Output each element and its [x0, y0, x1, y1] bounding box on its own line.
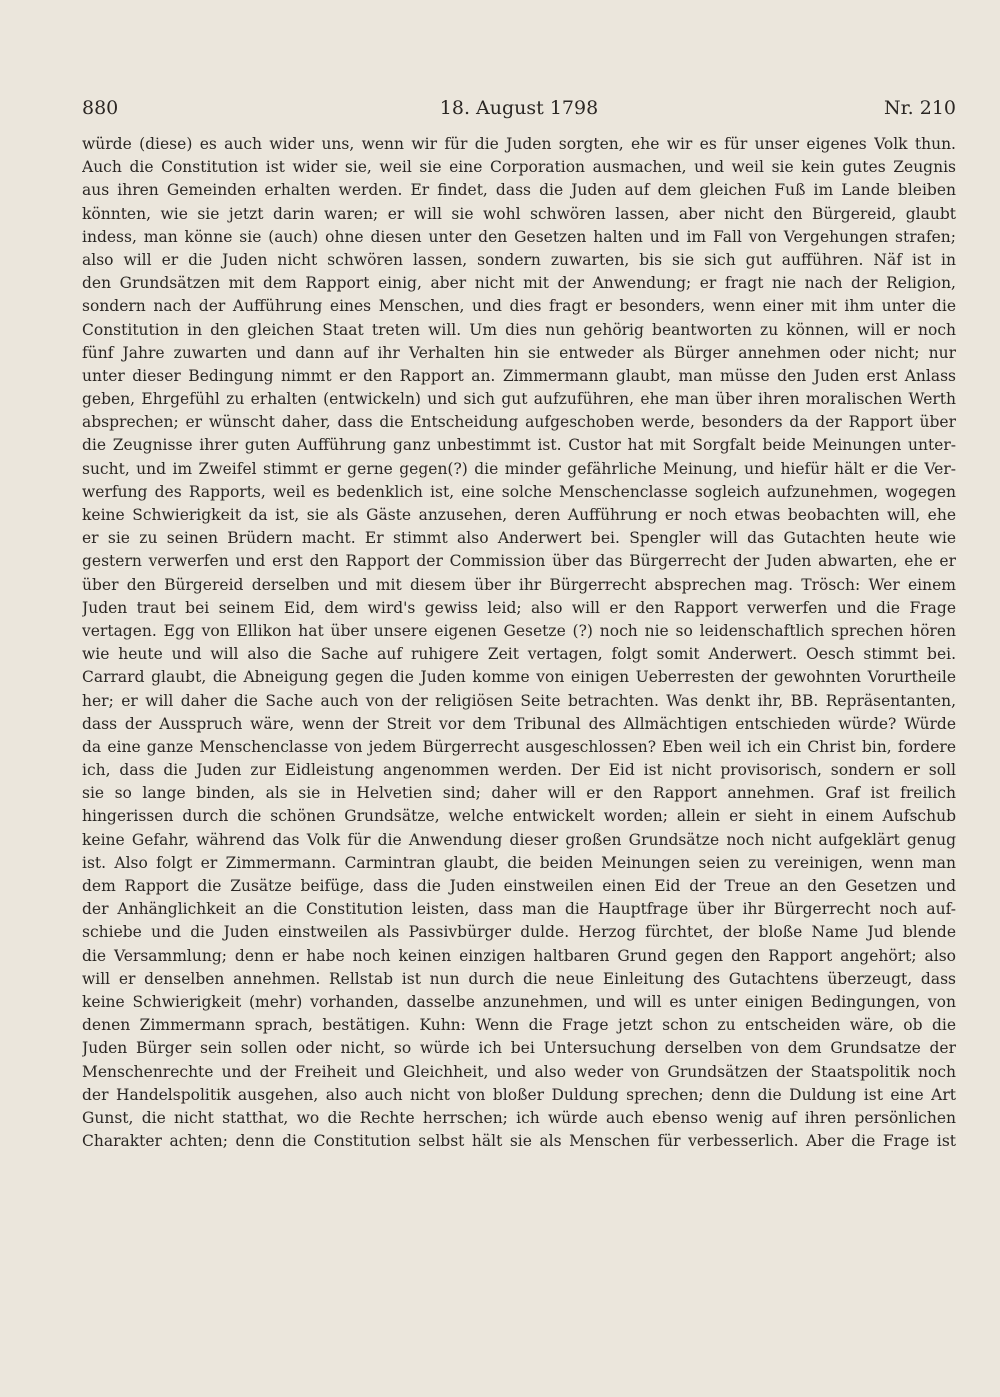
text-line: werfung des Rapports, weil es bedenklich ist, eine solche Menschenclasse sogleich aufzunehmen, wogegen — [82, 482, 956, 501]
text-line: her; er will daher die Sache auch von der religiösen Seite betrachten. Was denkt ihr, BB. Repräsentanten, — [82, 691, 956, 710]
text-line: gestern verwerfen und erst den Rapport der Commission über das Bürgerrecht der Juden abwarten, ehe er — [82, 552, 956, 571]
text-line: absprechen; er wünscht daher, dass die Entscheidung aufgeschoben werde, besonders da der Rapport über — [82, 413, 956, 432]
body-text — [82, 133, 956, 1153]
text-line: Charakter achten; denn die Constitution selbst hält sie als Menschen für verbesserlich. Aber die Frage ist — [82, 1132, 956, 1151]
text-line: Carrard glaubt, die Abneigung gegen die Juden komme von einigen Ueberresten der gewohnten Vorurtheile — [82, 668, 956, 687]
text-line: er sie zu seinen Brüdern macht. Er stimmt also Anderwert bei. Spengler will das Gutachten heute wie — [82, 529, 956, 548]
text-line: Gunst, die nicht statthat, wo die Rechte herrschen; ich würde auch ebenso wenig auf ihren persönlichen — [82, 1108, 956, 1127]
text-line: also will er die Juden nicht schwören lassen, sondern zuwarten, bis sie sich gut aufführen. Näf ist in — [82, 250, 956, 269]
text-line: die Zeugnisse ihrer guten Aufführung ganz unbestimmt ist. Custor hat mit Sorgfalt beide Meinungen unter- — [82, 436, 956, 455]
running-header — [82, 96, 956, 120]
text-line: der Handelspolitik ausgehen, also auch nicht von bloßer Duldung sprechen; denn die Duldung ist eine Art — [82, 1085, 956, 1104]
text-line: dass der Ausspruch wäre, wenn der Streit vor dem Tribunal des Allmächtigen entschieden würde? Würde — [82, 714, 956, 733]
text-line: den Grundsätzen mit dem Rapport einig, aber nicht mit der Anwendung; er fragt nie nach der Religion, — [82, 274, 956, 293]
text-line: die Versammlung; denn er habe noch keinen einzigen haltbaren Grund gegen den Rapport angehört; also — [82, 946, 956, 965]
text-line: Juden Bürger sein sollen oder nicht, so würde ich bei Untersuchung derselben von dem Grundsatze der — [82, 1039, 956, 1058]
text-line: keine Schwierigkeit da ist, sie als Gäste anzusehen, deren Aufführung er noch etwas beobachten will, ehe — [82, 506, 956, 524]
text-line: da eine ganze Menschenclasse von jedem Bürgerrecht ausgeschlossen? Eben weil ich ein Christ bin, fordere — [82, 737, 956, 756]
text-line: Auch die Constitution ist wider sie, weil sie eine Corporation ausmachen, und weil sie kein gutes Zeugnis — [82, 158, 956, 177]
text-line: ich, dass die Juden zur Eidleistung angenommen werden. Der Eid ist nicht provisorisch, sondern er soll — [82, 761, 956, 780]
text-line: hingerissen durch die schönen Grundsätze, welche entwickelt worden; allein er sieht in einem Aufschub — [82, 807, 956, 826]
text-line: über den Bürgereid derselben und mit diesem über ihr Bürgerrecht absprechen mag. Trösch: Wer einem — [82, 575, 956, 594]
text-line: schiebe und die Juden einstweilen als Passivbürger dulde. Herzog fürchtet, der bloße Name Jud blende — [82, 923, 956, 942]
text-line: fünf Jahre zuwarten und dann auf ihr Verhalten hin sie entweder als Bürger annehmen oder nicht; nur — [82, 343, 956, 362]
text-line: unter dieser Bedingung nimmt er den Rapport an. Zimmermann glaubt, man müsse den Juden erst Anlass — [82, 366, 956, 385]
text-line: könnten, wie sie jetzt darin waren; er will sie wohl schwören lassen, aber nicht den Bürgereid, glaubt — [82, 204, 956, 223]
text-line: sucht, und im Zweifel stimmt er gerne gegen(?) die minder gefährliche Meinung, und hiefür hält er die Ver- — [82, 459, 956, 478]
issue-number: Nr. 210 — [884, 97, 956, 119]
text-line: keine Schwierigkeit (mehr) vorhanden, dasselbe anzunehmen, und will es unter einigen Bedingungen, von — [82, 992, 956, 1011]
text-line: indess, man könne sie (auch) ohne diesen unter den Gesetzen halten und im Fall von Vergehungen strafen; — [82, 227, 956, 246]
text-line: keine Gefahr, während das Volk für die Anwendung dieser großen Grundsätze noch nicht aufgeklärt genug — [82, 830, 956, 849]
text-line: würde (diese) es auch wider uns, wenn wir für die Juden sorgten, ehe wir es für unser eigenes Volk thun. — [82, 135, 956, 153]
text-line: sondern nach der Aufführung eines Menschen, und dies fragt er besonders, wenn einer mit ihm unter die — [82, 297, 956, 316]
text-line: denen Zimmermann sprach, bestätigen. Kuhn: Wenn die Frage jetzt schon zu entscheiden wäre, ob die — [82, 1016, 956, 1035]
text-line: Menschenrechte und der Freiheit und Gleichheit, und also weder von Grundsätzen der Staatspolitik noch — [82, 1062, 956, 1081]
text-line: geben, Ehrgefühl zu erhalten (entwickeln) und sich gut aufzuführen, ehe man über ihren moralischen Werth — [82, 390, 956, 409]
text-line: will er denselben annehmen. Rellstab ist nun durch die neue Einleitung des Gutachtens überzeugt, dass — [82, 969, 956, 988]
text-line: ist. Also folgt er Zimmermann. Carmintran glaubt, die beiden Meinungen seien zu vereinigen, wenn man — [82, 853, 956, 872]
text-line: Juden traut bei seinem Eid, dem wird's gewiss leid; also will er den Rapport verwerfen und die Frage — [82, 598, 956, 617]
text-line: Constitution in den gleichen Staat treten will. Um dies nun gehörig beantworten zu können, will er noch — [82, 320, 956, 339]
text-line: dem Rapport die Zusätze beifüge, dass die Juden einstweilen einen Eid der Treue an den Gesetzen und — [82, 877, 956, 895]
text-line: aus ihren Gemeinden erhalten werden. Er findet, dass die Juden auf dem gleichen Fuß im Lande bleiben — [82, 181, 956, 200]
text-line: der Anhänglichkeit an die Constitution leisten, dass man die Hauptfrage über ihr Bürgerrecht noch auf- — [82, 900, 956, 919]
text-line: sie so lange binden, als sie in Helvetien sind; daher will er den Rapport annehmen. Graf ist freilich — [82, 784, 956, 803]
page-number: 880 — [82, 97, 119, 119]
text-line: vertagen. Egg von Ellikon hat über unsere eigenen Gesetze (?) noch nie so leidenschaftlich sprechen hören — [82, 621, 956, 640]
header-date: 18. August 1798 — [439, 97, 599, 119]
text-line: wie heute und will also die Sache auf ruhigere Zeit vertagen, folgt somit Anderwert. Oesch stimmt bei. — [82, 645, 956, 664]
